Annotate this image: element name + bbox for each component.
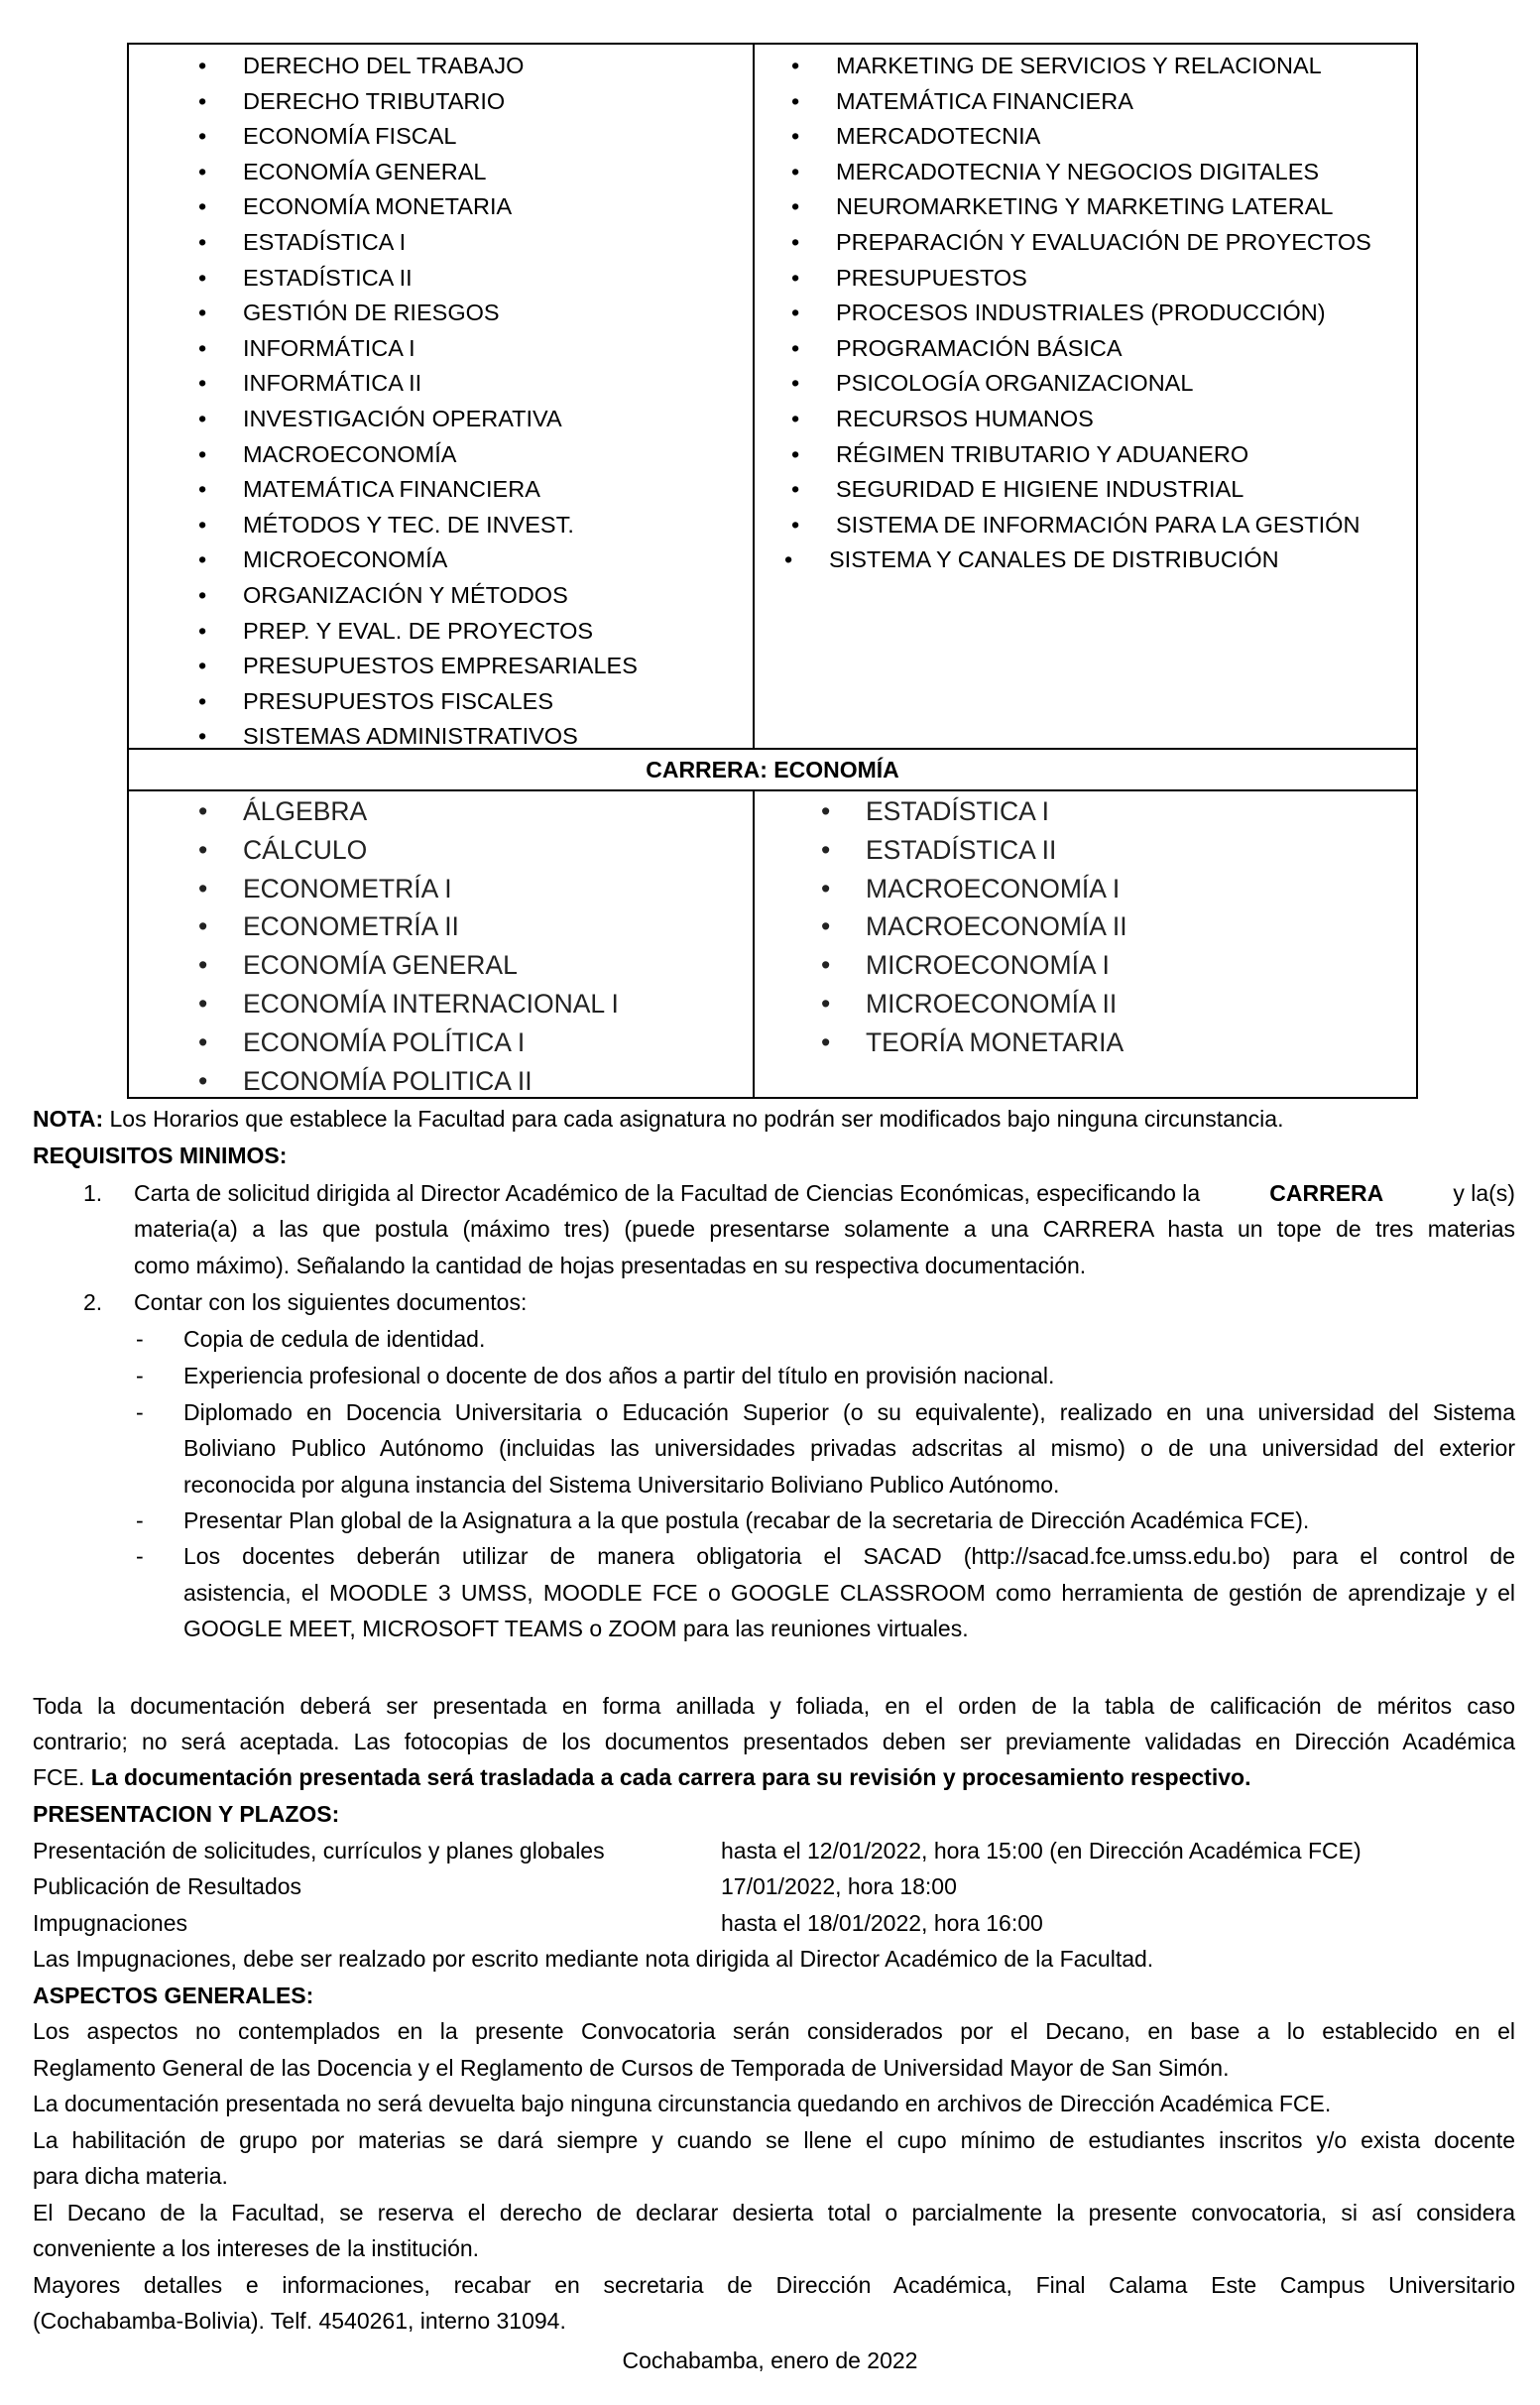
aspectos-p4-line2: conveniente a los intereses de la institución. [33, 2235, 480, 2261]
subject-item: • SEGURIDAD E HIGIENE INDUSTRIAL [836, 472, 1371, 508]
subject-item: • PSICOLOGÍA ORGANIZACIONAL [836, 366, 1371, 402]
requisitos-heading: REQUISITOS MINIMOS: [33, 1142, 288, 1168]
subject-item: • PRESUPUESTOS FISCALES [243, 684, 638, 720]
career-economia-heading: CARRERA: ECONOMÍA [129, 750, 1416, 791]
subject-item: • RECURSOS HUMANOS [836, 402, 1371, 437]
subjects-table [127, 43, 1418, 1099]
subjects-cell-bottom-left [129, 791, 755, 1097]
aspectos-p3-line1: La habilitación de grupo por materias se dará siempre y cuando se llene el cupo mínimo de estudiantes inscritos y/o exista docente [33, 2127, 1515, 2153]
subject-item: • PROGRAMACIÓN BÁSICA [836, 331, 1371, 367]
subject-item: • ESTADÍSTICA I [243, 225, 638, 261]
documento-diplomado-line2: Boliviano Publico Autónomo (incluidas las universidades privadas adscritas al mismo) o de una universidad del exterior [183, 1435, 1515, 1461]
plazo-resultados-value: 17/01/2022, hora 18:00 [721, 1873, 957, 1899]
aspectos-p2: La documentación presentada no será devuelta bajo ninguna circunstancia quedando en archivos de Dirección Académica FCE. [33, 2091, 1332, 2116]
documentacion-line3-bold: La documentación presentada será trasladada a cada carrera para su revisión y procesamiento respectivo. [90, 1764, 1251, 1790]
plazo-solicitudes-label: Presentación de solicitudes, currículos y planes globales [33, 1838, 605, 1864]
subject-item: • MATEMÁTICA FINANCIERA [243, 472, 638, 508]
subject-item: • SISTEMAS ADMINISTRATIVOS [243, 719, 638, 755]
subject-item: • CÁLCULO [243, 831, 619, 870]
nota-line [33, 1101, 1283, 1137]
requisito-2-number: 2. [83, 1289, 103, 1315]
subjects-list-top-left [243, 49, 638, 755]
aspectos-p1-line1: Los aspectos no contemplados en la presente Convocatoria serán considerados por el Decano, en base a lo establecido en el [33, 2018, 1515, 2044]
subject-item: • ECONOMÍA POLÍTICA I [243, 1023, 619, 1062]
documentacion-line3 [33, 1759, 1250, 1795]
plazo-impugnaciones-label: Impugnaciones [33, 1910, 187, 1936]
subject-item: • DERECHO TRIBUTARIO [243, 84, 638, 120]
place-date: Cochabamba, enero de 2022 [622, 2347, 918, 2373]
dash-2: - [136, 1363, 144, 1388]
subject-item: • RÉGIMEN TRIBUTARIO Y ADUANERO [836, 437, 1371, 473]
subject-item: • ECONOMÍA GENERAL [243, 155, 638, 190]
requisito-1-carrera-bold: CARRERA [1269, 1180, 1384, 1206]
subject-item: • ECONOMETRÍA I [243, 870, 619, 908]
subject-item: • MERCADOTECNIA Y NEGOCIOS DIGITALES [836, 155, 1371, 190]
subject-item: • MERCADOTECNIA [836, 119, 1371, 155]
aspectos-p3-line2: para dicha materia. [33, 2163, 228, 2189]
documento-plataformas-line2: asistencia, el MOODLE 3 UMSS, MOODLE FCE o GOOGLE CLASSROOM como herramienta de gestión de aprendizaje y el [183, 1580, 1515, 1606]
subject-item: • SISTEMA DE INFORMACIÓN PARA LA GESTIÓN [836, 508, 1371, 543]
subject-item: • ECONOMÍA POLITICA II [243, 1062, 619, 1101]
subjects-cell-top-right [755, 45, 1416, 750]
subjects-cell-top-left [129, 45, 755, 750]
subject-item: • ECONOMETRÍA II [243, 907, 619, 946]
documento-diplomado-line1: Diplomado en Docencia Universitaria o Educación Superior (o su equivalente), realizado en una universidad del Sistema [183, 1399, 1515, 1425]
requisito-1-line2: materia(a) a las que postula (máximo tres) (puede presentarse solamente a una CARRERA hasta un tope de tres materias [134, 1216, 1515, 1242]
subject-item: • ÁLGEBRA [243, 792, 619, 831]
requisito-1-line3: como máximo). Señalando la cantidad de hojas presentadas en su respectiva documentación. [134, 1253, 1087, 1278]
plazo-resultados-label: Publicación de Resultados [33, 1873, 302, 1899]
subject-item: • MARKETING DE SERVICIOS Y RELACIONAL [836, 49, 1371, 84]
dash-4: - [136, 1507, 144, 1533]
subject-item: • ECONOMÍA GENERAL [243, 946, 619, 985]
subjects-list-top-right [829, 49, 1371, 578]
subject-item: • TEORÍA MONETARIA [866, 1023, 1127, 1062]
subject-item: • SISTEMA Y CANALES DE DISTRIBUCIÓN [829, 542, 1371, 578]
requisito-1-number: 1. [83, 1180, 103, 1206]
requisito-1-line1-end: y la(s) [1453, 1180, 1515, 1206]
subjects-list-bottom-left [243, 792, 619, 1100]
subject-item: • PRESUPUESTOS [836, 261, 1371, 297]
subject-item: • ORGANIZACIÓN Y MÉTODOS [243, 578, 638, 614]
subject-item: • MICROECONOMÍA [243, 542, 638, 578]
aspectos-heading: ASPECTOS GENERALES: [33, 1983, 314, 2008]
dash-3: - [136, 1399, 144, 1425]
subject-item: • GESTIÓN DE RIESGOS [243, 296, 638, 331]
subject-item: • MICROECONOMÍA II [866, 985, 1127, 1023]
subject-item: • MACROECONOMÍA [243, 437, 638, 473]
documento-plataformas-line1: Los docentes deberán utilizar de manera obligatoria el SACAD (http://sacad.fce.umss.edu.bo) para el control de [183, 1543, 1515, 1569]
subjects-cell-bottom-right [755, 791, 1416, 1097]
subject-item: • ESTADÍSTICA II [243, 261, 638, 297]
subject-item: • ESTADÍSTICA I [866, 792, 1127, 831]
aspectos-p5-line2: (Cochabamba-Bolivia). Telf. 4540261, interno 31094. [33, 2308, 566, 2334]
subject-item: • ECONOMÍA FISCAL [243, 119, 638, 155]
documentacion-line1: Toda la documentación deberá ser presentada en forma anillada y foliada, en el orden de la tabla de calificación de méritos caso [33, 1693, 1515, 1719]
nota-label: NOTA: [33, 1106, 104, 1132]
plazo-impugnaciones-value: hasta el 18/01/2022, hora 16:00 [721, 1910, 1043, 1936]
requisito-2-text: Contar con los siguientes documentos: [134, 1289, 528, 1315]
documento-plataformas-line3: GOOGLE MEET, MICROSOFT TEAMS o ZOOM para las reuniones virtuales. [183, 1616, 969, 1641]
subject-item: • INVESTIGACIÓN OPERATIVA [243, 402, 638, 437]
subject-item: • MACROECONOMÍA I [866, 870, 1127, 908]
documentacion-line3-start: FCE. [33, 1764, 85, 1790]
subject-item: • PREP. Y EVAL. DE PROYECTOS [243, 614, 638, 650]
subject-item: • DERECHO DEL TRABAJO [243, 49, 638, 84]
subject-item: • ECONOMÍA INTERNACIONAL I [243, 985, 619, 1023]
plazo-solicitudes-value: hasta el 12/01/2022, hora 15:00 (en Dirección Académica FCE) [721, 1838, 1362, 1864]
subject-item: • PREPARACIÓN Y EVALUACIÓN DE PROYECTOS [836, 225, 1371, 261]
documento-cedula: Copia de cedula de identidad. [183, 1326, 486, 1352]
documentacion-line2: contrario; no será aceptada. Las fotocopias de los documentos presentados deben ser previamente validadas en Dirección Académica [33, 1729, 1515, 1754]
documento-experiencia: Experiencia profesional o docente de dos años a partir del título en provisión nacional. [183, 1363, 1055, 1388]
subject-item: • PROCESOS INDUSTRIALES (PRODUCCIÓN) [836, 296, 1371, 331]
dash-1: - [136, 1326, 144, 1352]
dash-5: - [136, 1543, 144, 1569]
subject-item: • MÉTODOS Y TEC. DE INVEST. [243, 508, 638, 543]
aspectos-p5-line1: Mayores detalles e informaciones, recabar en secretaria de Dirección Académica, Final Calama Este Campus Universitario [33, 2272, 1515, 2298]
subject-item: • INFORMÁTICA I [243, 331, 638, 367]
subject-item: • MATEMÁTICA FINANCIERA [836, 84, 1371, 120]
documento-diplomado-line3: reconocida por alguna instancia del Sistema Universitario Boliviano Publico Autónomo. [183, 1472, 1060, 1498]
subjects-list-bottom-right [866, 792, 1127, 1062]
aspectos-p4-line1: El Decano de la Facultad, se reserva el derecho de declarar desierta total o parcialmente la presente convocatoria, si así considera [33, 2200, 1515, 2225]
requisito-1-line1 [134, 1175, 1515, 1211]
subject-item: • PRESUPUESTOS EMPRESARIALES [243, 649, 638, 684]
subject-item: • ECONOMÍA MONETARIA [243, 189, 638, 225]
subject-item: • INFORMÁTICA II [243, 366, 638, 402]
requisito-1-line1-text: Carta de solicitud dirigida al Director Académico de la Facultad de Ciencias Económicas, especificando la [134, 1180, 1201, 1206]
impugnaciones-note: Las Impugnaciones, debe ser realzado por escrito mediante nota dirigida al Director Académico de la Facultad. [33, 1946, 1154, 1972]
documento-plan-global: Presentar Plan global de la Asignatura a la que postula (recabar de la secretaria de Dirección Académica FCE). [183, 1507, 1310, 1533]
subject-item: • NEUROMARKETING Y MARKETING LATERAL [836, 189, 1371, 225]
subject-item: • MICROECONOMÍA I [866, 946, 1127, 985]
subject-item: • MACROECONOMÍA II [866, 907, 1127, 946]
subject-item: • ESTADÍSTICA II [866, 831, 1127, 870]
nota-text: Los Horarios que establece la Facultad para cada asignatura no podrán ser modificados bajo ninguna circunstancia. [103, 1106, 1284, 1132]
presentacion-heading: PRESENTACION Y PLAZOS: [33, 1801, 340, 1827]
aspectos-p1-line2: Reglamento General de las Docencia y el Reglamento de Cursos de Temporada de Universidad Mayor de San Simón. [33, 2055, 1230, 2081]
